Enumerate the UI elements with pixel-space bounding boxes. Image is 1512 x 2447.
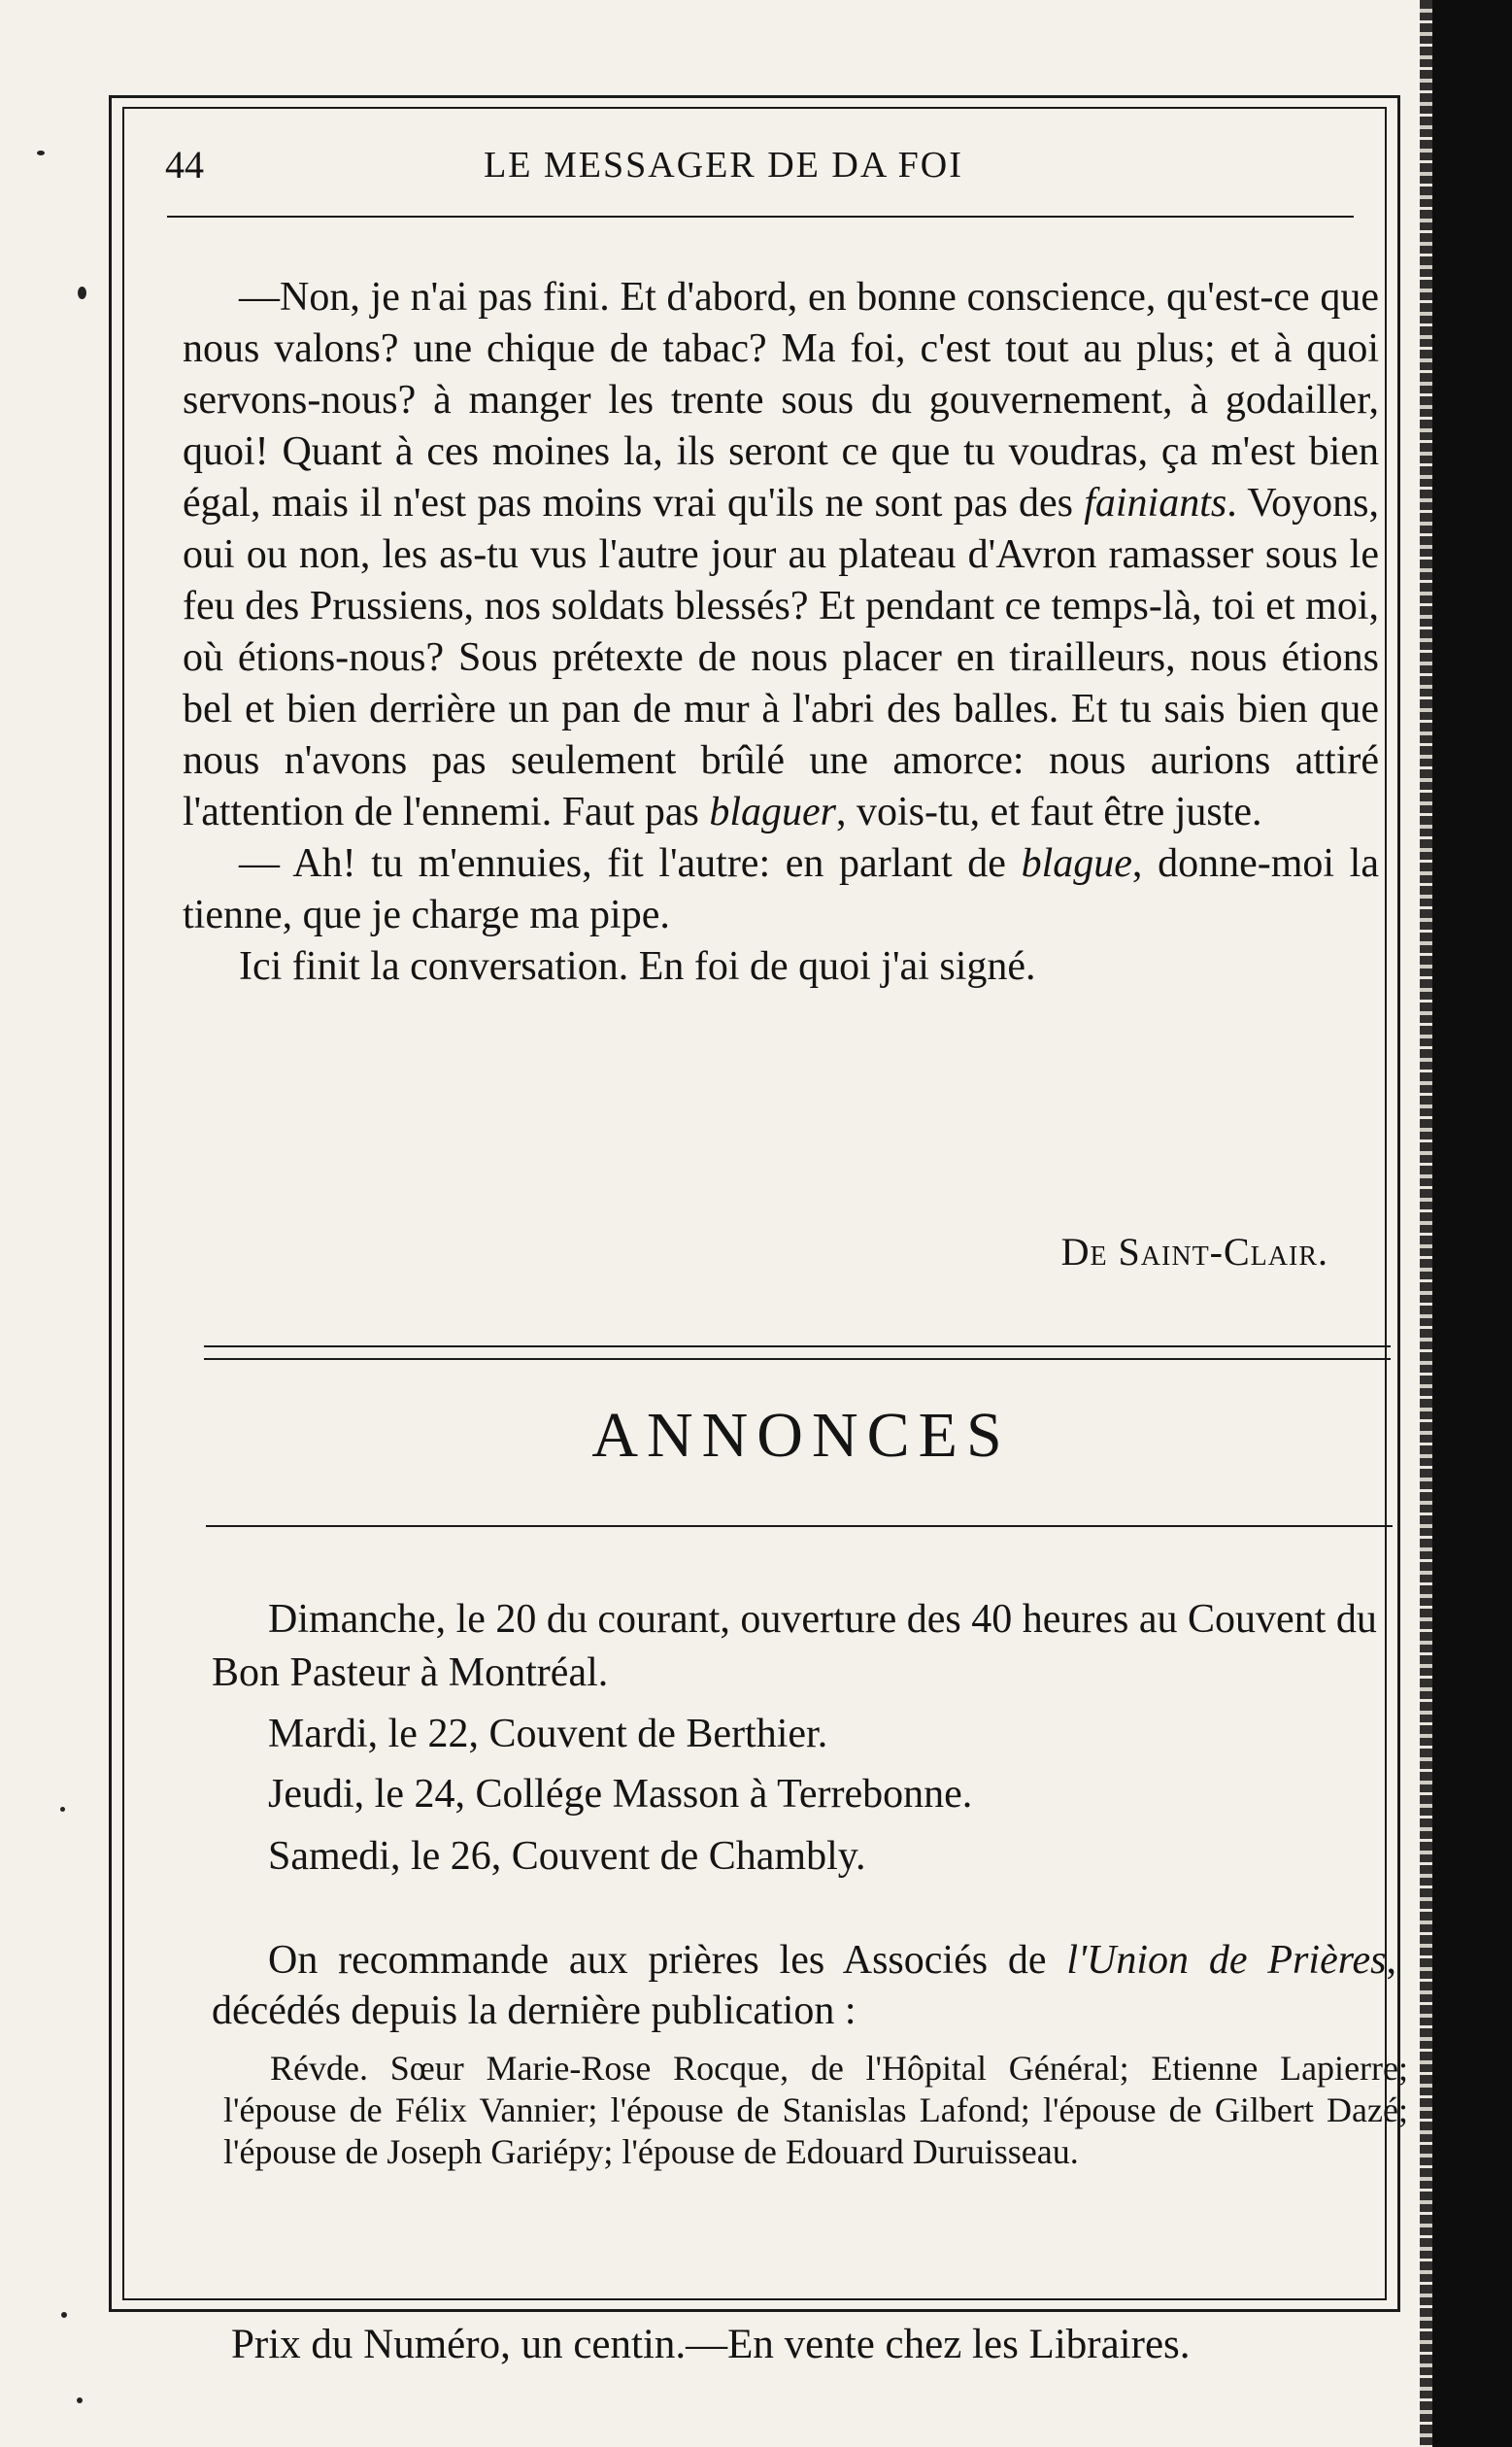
page-number: 44 — [165, 143, 204, 187]
speck — [77, 2397, 83, 2403]
italic-word: blaguer — [709, 790, 837, 834]
book-spine-shadow — [1432, 0, 1512, 2447]
annonces-heading: ANNONCES — [591, 1400, 1011, 1471]
italic-word: blague — [1021, 841, 1132, 886]
prayer-request: On recommande aux prières les Associés de l'Union de Prières, décédés depuis la dernière publication : — [212, 1938, 1396, 2033]
italic-word: fainiants — [1084, 481, 1227, 526]
section-double-rule-bottom — [204, 1358, 1391, 1360]
announcement-sunday: Dimanche, le 20 du courant, ouverture des 40 heures au Couvent du Bon Pasteur à Montréal. — [212, 1597, 1377, 1695]
article-paragraph-2: — Ah! tu m'ennuies, fit l'autre: en parlant de blague, donne-moi la tienne, que je charge ma pipe. — [183, 841, 1379, 937]
article-paragraph-3: Ici finit la conversation. En foi de quoi j'ai signé. — [239, 944, 1036, 989]
speck — [60, 1807, 65, 1812]
announcement-tuesday: Mardi, le 22, Couvent de Berthier. — [268, 1712, 828, 1756]
speck — [37, 151, 45, 155]
deceased-list: Révde. Sœur Marie-Rose Rocque, de l'Hôpital Général; Etienne Lapierre; l'épouse de Félix Vannier; l'épouse de Stanislas Lafond; l'épouse de Gilbert Dazé; l'épouse de Joseph Gariépy; l'épouse de Edouard Duruisseau. — [223, 2049, 1408, 2171]
annonces-rule — [206, 1525, 1393, 1527]
announcement-thursday: Jeudi, le 24, Collége Masson à Terrebonne. — [268, 1772, 973, 1817]
union-de-prieres-title: l'Union de Prières — [1066, 1938, 1387, 1983]
speck — [61, 2312, 67, 2318]
article-paragraph-1: —Non, je n'ai pas fini. Et d'abord, en bonne conscience, qu'est-ce que nous valons? une chique de tabac? Ma foi, c'est tout au plus; et à quoi servons-nous? à manger les trente sous du gouvernement, à godailler, quoi! Quant à ces moines la, ils seront ce que tu voudras, ça m'est bien égal, mais il n'est pas moins vrai qu'ils ne sont pas des fainiants. Voyons, oui ou non, les as-tu vus l'autre jour au plateau d'Avron ramasser sous le feu des Prussiens, nos soldats blessés? Et pendant ce temps-là, toi et moi, où étions-nous? Sous prétexte de nous placer en tirailleurs, nous étions bel et bien derrière un pan de mur à l'abri des balles. Et tu sais bien que nous n'avons pas seulement brûlé une amorce: nous aurions attiré l'attention de l'ennemi. Faut pas blaguer, vois-tu, et faut être juste. — [183, 275, 1379, 834]
footer-price-note: Prix du Numéro, un centin.—En vente chez les Libraires. — [231, 2322, 1191, 2367]
section-double-rule-top — [204, 1345, 1391, 1347]
header-rule — [167, 216, 1354, 218]
running-title: LE MESSAGER DE DA FOI — [484, 145, 963, 186]
speck — [78, 287, 86, 299]
article-body — [183, 272, 1379, 993]
page-header — [165, 126, 1360, 204]
announcement-saturday: Samedi, le 26, Couvent de Chambly. — [268, 1834, 866, 1879]
author-signature: De Saint-Clair. — [1060, 1230, 1328, 1274]
